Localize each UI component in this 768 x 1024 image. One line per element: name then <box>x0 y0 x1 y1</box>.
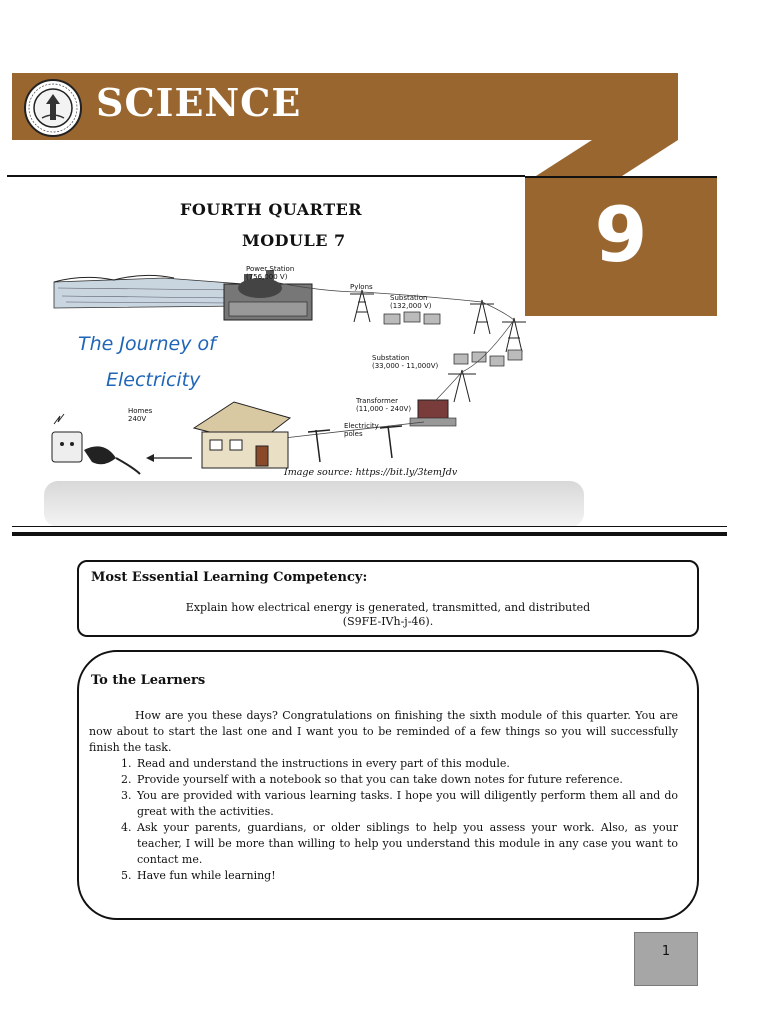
page-number: 1 <box>661 944 671 959</box>
learners-list <box>89 756 678 884</box>
competency-line-1: Explain how electrical energy is generated, transmitted, and distributed <box>185 601 591 614</box>
label-electricity-poles: Electricity poles <box>344 422 379 438</box>
competency-text <box>77 601 699 629</box>
list-item: 1. Read and understand the instructions in every part of this module. <box>135 756 678 772</box>
label-homes: Homes 240V <box>128 407 153 423</box>
page-number-box <box>634 932 698 986</box>
label-substation-1: Substation (132,000 V) <box>390 294 432 310</box>
image-source-caption: Image source: https://bit.ly/3temJdv <box>284 467 458 478</box>
banner-connector <box>0 0 768 200</box>
section-rule-thin <box>12 526 727 527</box>
quarter-label: FOURTH QUARTER <box>180 200 363 219</box>
list-item: 2. Provide yourself with a notebook so that you can take down notes for future reference. <box>135 772 678 788</box>
list-item: 4. Ask your parents, guardians, or older siblings to help you assess your work. Also, as your teacher, I will be more than willing to help you understand this module in any case you want to contact me. <box>135 820 678 868</box>
section-rule-thick <box>12 532 727 536</box>
illustration-reflection <box>44 481 584 527</box>
learners-intro: How are you these days? Congratulations on finishing the sixth module of this quarter. You are now about to start the last one and I want you to be reminded of a few things so you will successfully finish the task. <box>89 709 678 754</box>
list-item: 5. Have fun while learning! <box>135 868 678 884</box>
competency-title: Most Essential Learning Competency: <box>91 570 368 585</box>
label-substation-2: Substation (33,000 - 11,000V) <box>372 354 439 370</box>
label-pylons: Pylons <box>350 283 373 291</box>
learners-title: To the Learners <box>91 673 206 688</box>
competency-line-2: (S9FE-IVh-j-46). <box>342 615 434 628</box>
module-label: MODULE 7 <box>242 231 346 250</box>
label-power-station: Power Station (756,000 V) <box>246 265 295 281</box>
header-rule <box>7 175 525 177</box>
label-transformer: Transformer (11,000 - 240V) <box>356 397 412 413</box>
illustration-title-line2: Electricity <box>106 369 201 391</box>
learners-body <box>89 708 678 884</box>
grade-number: 9 <box>594 190 648 279</box>
list-item: 3. You are provided with various learning tasks. I hope you will diligently perform them all and do great with the activities. <box>135 788 678 820</box>
subject-title: SCIENCE <box>96 80 302 125</box>
illustration-title-line1: The Journey of <box>78 333 216 355</box>
